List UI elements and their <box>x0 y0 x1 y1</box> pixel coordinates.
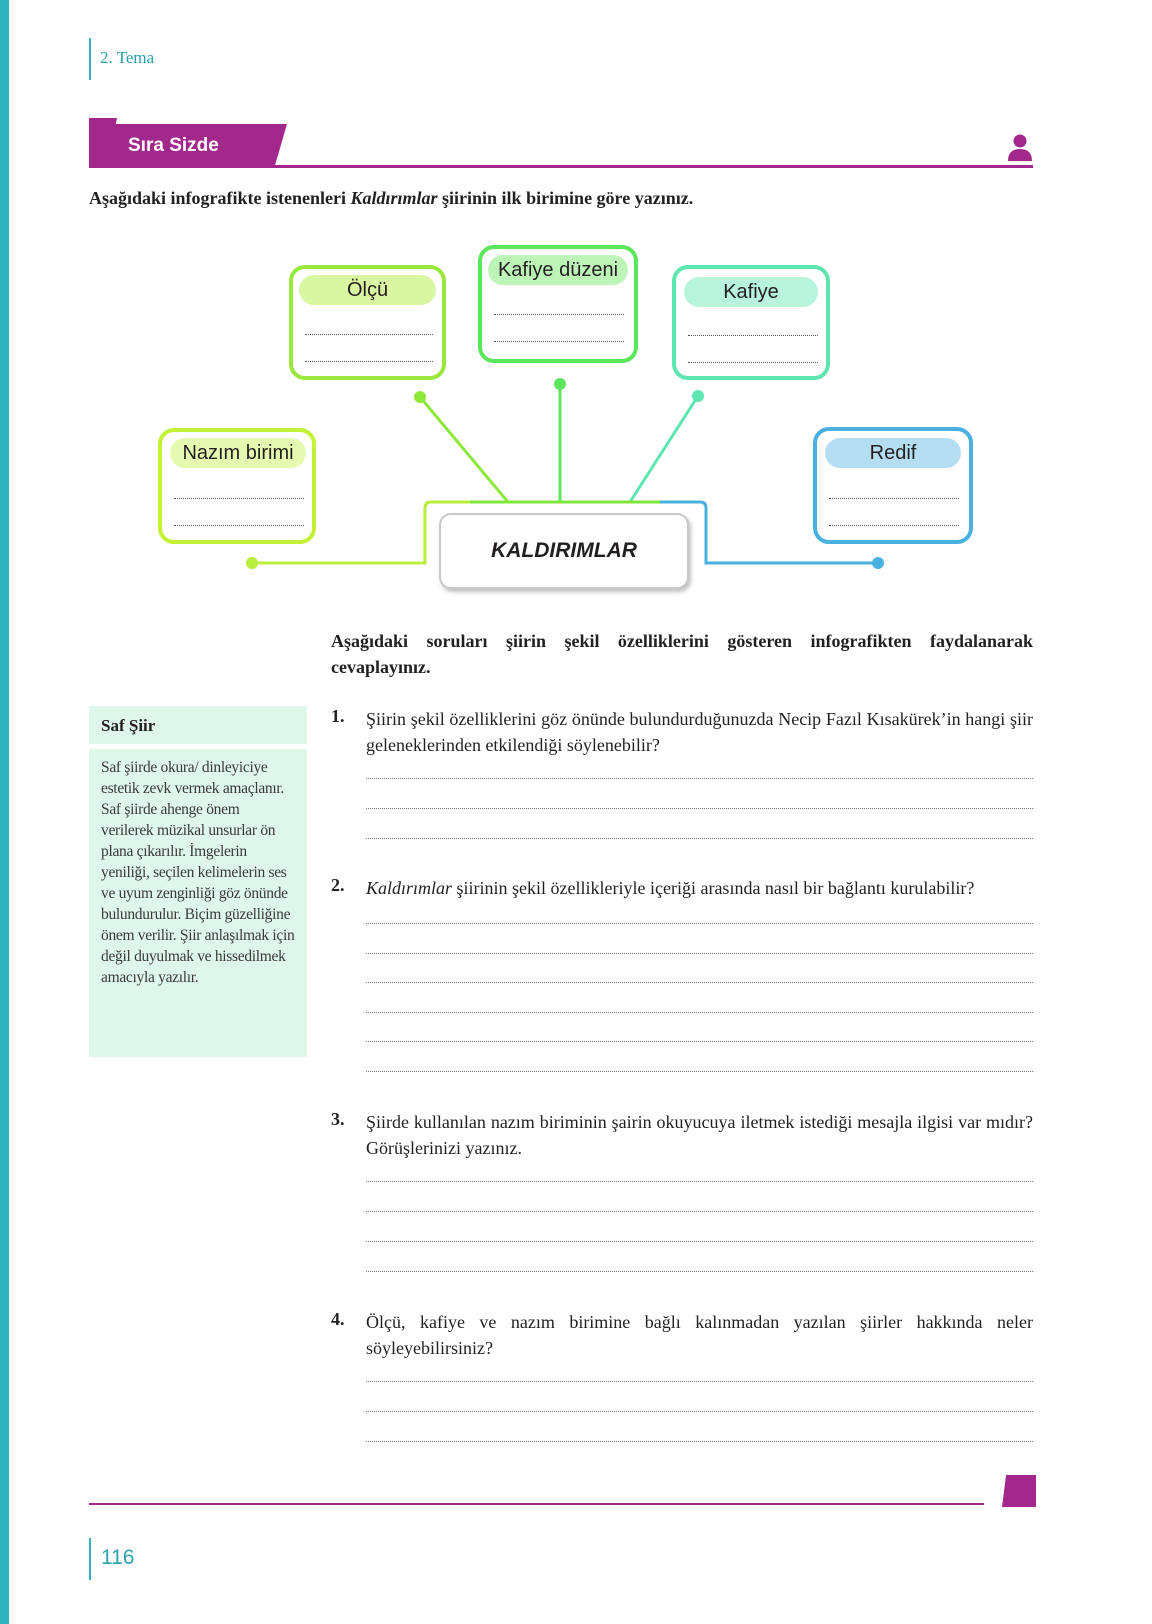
theme-label: 2. Tema <box>100 48 155 67</box>
answer-line[interactable] <box>494 314 624 315</box>
answer-line[interactable] <box>366 1012 1033 1013</box>
question-text: Şiirde kullanılan nazım biriminin şairin okuyucuya iletmek istediği mesajla ilgisi var mıdır? Görüşlerinizi yazınız. <box>366 1112 1033 1158</box>
answer-line[interactable] <box>174 525 304 526</box>
page-number: 116 <box>101 1546 135 1569</box>
page-number-divider <box>89 1538 91 1580</box>
answer-line[interactable] <box>366 1181 1033 1182</box>
answer-line[interactable] <box>366 923 1033 924</box>
kafiye-duzeni-label: Kafiye düzeni <box>488 255 628 285</box>
answer-line[interactable] <box>305 361 433 362</box>
sidebar-body: Saf şiirde okura/ dinleyiciye estetik zevk vermek amaçlanır. Saf şiirde ahenge önem verilerek müzikal unsurlar ön plana çıkarılır. İmgelerin yeniliği, seçilen kelimelerin ses ve uyum zenginliği göz önünde bulundurulur. Biçim güzelliğine önem verilir. Şiir anlaşılmak için değil duyulmak ve hissedilmek amacıyla yazılır. <box>89 749 307 1057</box>
sidebar-title: Saf Şiir <box>89 706 307 744</box>
olcu-label: Ölçü <box>299 275 436 305</box>
answer-line[interactable] <box>305 334 433 335</box>
answer-line[interactable] <box>366 1441 1033 1442</box>
center-title-box: KALDIRIMLAR <box>439 513 689 589</box>
answer-line[interactable] <box>366 1211 1033 1212</box>
answer-line[interactable] <box>688 335 818 336</box>
question-number: 1. <box>331 706 345 726</box>
answer-line[interactable] <box>494 341 624 342</box>
question-text: Ölçü, kafiye ve nazım birimine bağlı kalınmadan yazılan şiirler hakkında neler söyleyebilirsiniz? <box>366 1312 1033 1358</box>
answer-line[interactable] <box>688 362 818 363</box>
answer-line[interactable] <box>366 1041 1033 1042</box>
footer-block <box>1002 1475 1036 1507</box>
answer-line[interactable] <box>366 778 1033 779</box>
kafiye-box <box>672 265 830 380</box>
answer-line[interactable] <box>366 838 1033 839</box>
answer-line[interactable] <box>829 525 959 526</box>
questions-intro: Aşağıdaki soruları şiirin şekil özelliklerini gösteren infografikten faydalanarak cevaplayınız. <box>331 631 1033 677</box>
kafiye-duzeni-box <box>478 245 638 363</box>
answer-line[interactable] <box>366 953 1033 954</box>
question-text: Şiirin şekil özelliklerini göz önünde bulundurduğunuzda Necip Fazıl Kısakürek’in hangi şiir geleneklerinden etkilendiği söylenebilir? <box>366 709 1033 755</box>
nazim-birimi-label: Nazım birimi <box>170 438 306 468</box>
answer-line[interactable] <box>366 1411 1033 1412</box>
question-text: Kaldırımlar şiirinin şekil özellikleriyle içeriği arasında nasıl bir bağlantı kurulabilir? <box>366 878 975 898</box>
instruction: Aşağıdaki infografikte istenenleri Kaldırımlar şiirinin ilk birimine göre yazınız. <box>89 188 694 208</box>
olcu-box <box>289 265 446 380</box>
kafiye-label: Kafiye <box>684 277 818 307</box>
answer-line[interactable] <box>829 498 959 499</box>
redif-box <box>813 427 973 544</box>
answer-line[interactable] <box>366 808 1033 809</box>
footer-line <box>89 1503 984 1505</box>
question-number: 2. <box>331 875 345 895</box>
answer-line[interactable] <box>366 1071 1033 1072</box>
answer-line[interactable] <box>366 1271 1033 1272</box>
redif-label: Redif <box>825 438 961 468</box>
question-number: 3. <box>331 1109 345 1129</box>
nazim-birimi-box <box>158 428 316 544</box>
answer-line[interactable] <box>366 1381 1033 1382</box>
answer-line[interactable] <box>174 498 304 499</box>
answer-line[interactable] <box>366 982 1033 983</box>
section-title: Sıra Sizde <box>128 135 219 156</box>
question-number: 4. <box>331 1309 345 1329</box>
answer-line[interactable] <box>366 1241 1033 1242</box>
